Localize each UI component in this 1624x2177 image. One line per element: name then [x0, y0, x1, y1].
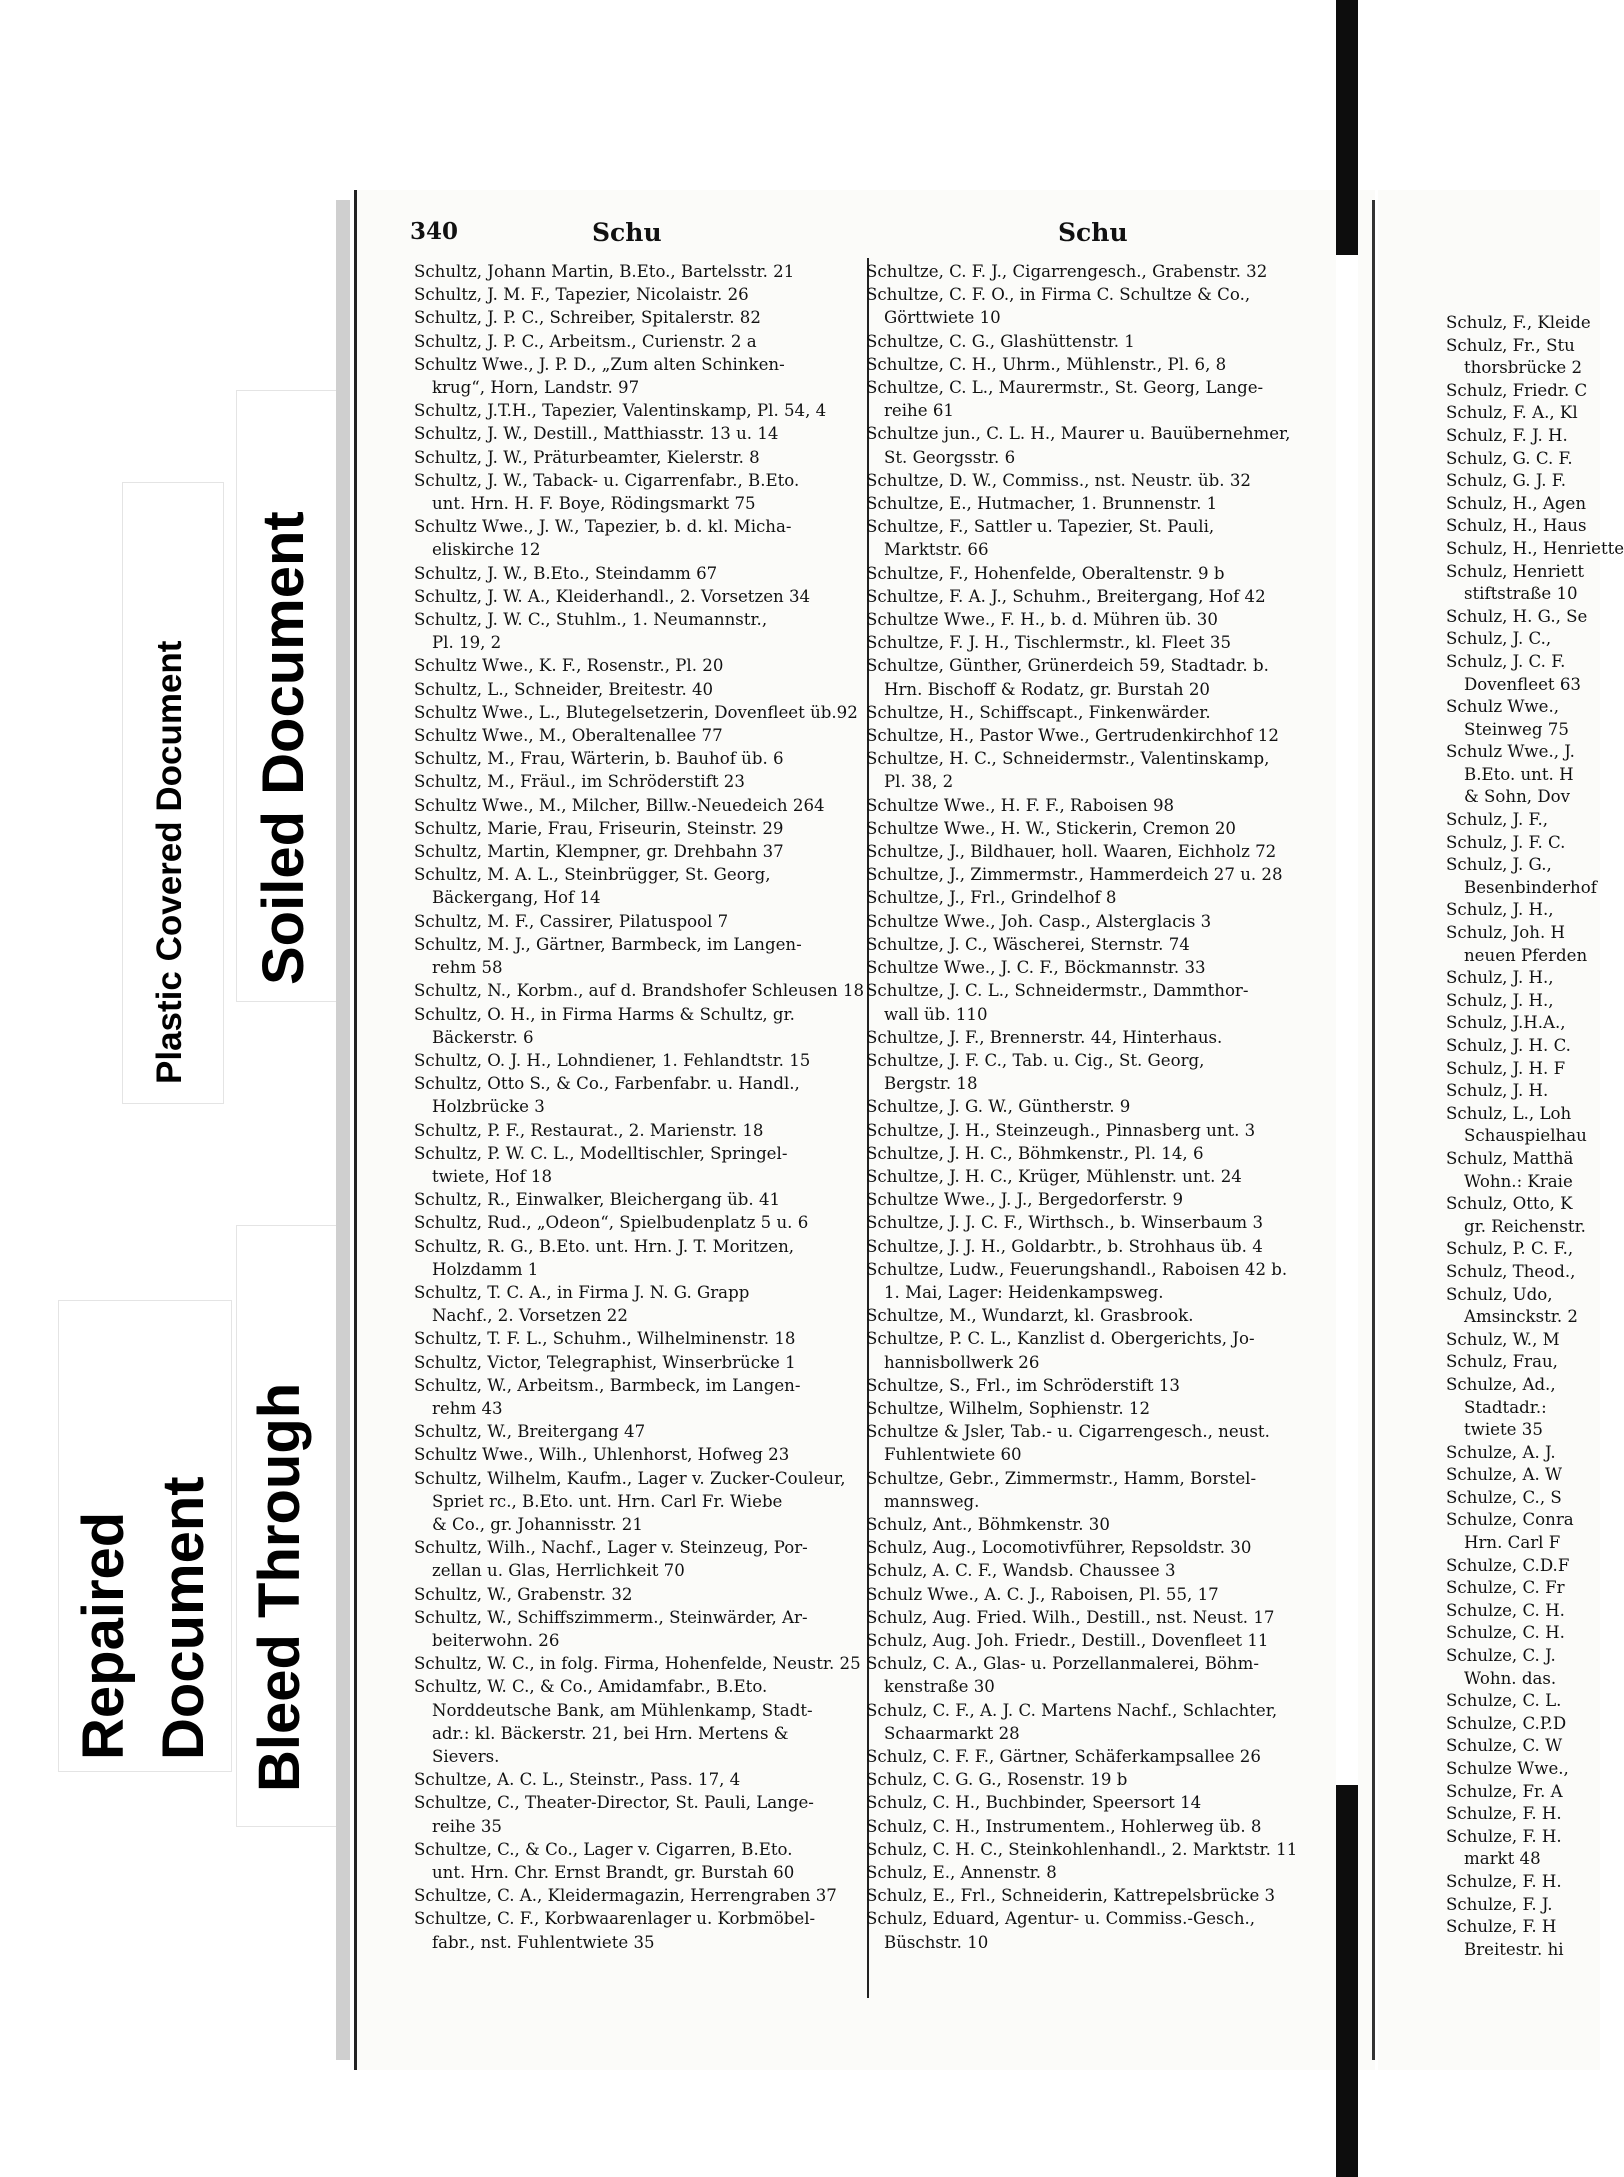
- directory-entry-line: Schulz Wwe.,: [1446, 697, 1559, 717]
- directory-entry-line: Schultz, Wilhelm, Kaufm., Lager v. Zucker-Couleur,: [414, 1468, 846, 1488]
- directory-entry-line: Schulz, C. A., Glas- u. Porzellanmalerei, Böhm-: [866, 1654, 1259, 1674]
- repaired-label-line2: Document: [151, 1476, 216, 1760]
- directory-entry-line: Schulz, Eduard, Agentur- u. Commiss.-Gesch.,: [866, 1909, 1256, 1929]
- directory-entry-line: fabr., nst. Fuhlentwiete 35: [432, 1932, 655, 1952]
- directory-entry-line: Schulze, C. H.: [1446, 1623, 1565, 1643]
- repaired-label-line1: Repaired: [71, 1511, 136, 1760]
- directory-entry-line: Schulz, J. H.,: [1446, 968, 1554, 988]
- directory-entry-line: Schulz, C. F. F., Gärtner, Schäferkampsallee 26: [866, 1747, 1261, 1766]
- directory-entry-line: & Co., gr. Johannisstr. 21: [432, 1514, 643, 1534]
- directory-entry-line: Schulz, F., Kleide: [1446, 313, 1591, 332]
- running-header-right: Schu: [1058, 218, 1128, 247]
- facing-page-column: [1446, 312, 1624, 1961]
- directory-entry-line: Schultz, J. W. A., Kleiderhandl., 2. Vorsetzen 34: [414, 586, 811, 606]
- directory-entry-line: Schulze, C.D.F: [1446, 1555, 1570, 1575]
- directory-entry-line: Schultz, J. W., B.Eto., Steindamm 67: [414, 563, 718, 583]
- directory-entry-line: Schultz, Martin, Klempner, gr. Drehbahn 37: [414, 842, 784, 862]
- directory-entry-line: Schultze, F. J. H., Tischlermstr., kl. Fleet 35: [866, 633, 1232, 653]
- directory-entry-line: Schultze, J., Bildhauer, holl. Waaren, Eichholz 72: [866, 842, 1277, 862]
- directory-entry-line: Schultze, Ludw., Feuerungshandl., Raboisen 42 b.: [866, 1259, 1288, 1279]
- directory-entry-line: eliskirche 12: [432, 540, 541, 560]
- directory-entry-line: Schulz, J. C. F.: [1446, 651, 1566, 671]
- directory-entry-line: Schultze, F., Sattler u. Tapezier, St. Pauli,: [866, 517, 1215, 537]
- directory-entry-line: Schultz, L., Schneider, Breitestr. 40: [414, 679, 714, 699]
- directory-entry-line: Schultze, F. A. J., Schuhm., Breitergang, Hof 42: [866, 586, 1266, 606]
- directory-entry-line: Schulz, H., Henriette: [1446, 538, 1624, 558]
- directory-entry-line: Schauspielhau: [1464, 1126, 1587, 1146]
- directory-entry-line: Schultz, Otto S., & Co., Farbenfabr. u. Handl.,: [414, 1074, 800, 1094]
- directory-entry-line: Schultze, M., Wundarzt, kl. Grasbrook.: [866, 1306, 1194, 1326]
- binding-gap: [1336, 255, 1358, 1785]
- page-edge-shadow: [336, 200, 350, 2060]
- directory-entry-line: gr. Reichenstr.: [1464, 1216, 1586, 1236]
- directory-entry-line: Schulze, A. W: [1446, 1465, 1563, 1485]
- directory-entry-line: twiete 35: [1464, 1420, 1543, 1440]
- plastic-covered-label: Plastic Covered Document: [150, 640, 189, 1084]
- directory-entry-line: & Sohn, Dov: [1464, 787, 1570, 807]
- directory-entry-line: St. Georgsstr. 6: [884, 447, 1016, 467]
- directory-entry-line: Bäckergang, Hof 14: [432, 888, 601, 908]
- directory-entry-line: Schulz, Joh. H: [1446, 923, 1565, 943]
- page-number: 340: [410, 218, 459, 245]
- directory-entry-line: stiftstraße 10: [1464, 584, 1578, 604]
- directory-entry-line: Schultze Wwe., H. F. F., Raboisen 98: [866, 795, 1175, 815]
- directory-entry-line: Schultz, Johann Martin, B.Eto., Bartelsstr. 21: [414, 262, 795, 281]
- directory-entry-line: Schultze, J. J. C. F., Wirthsch., b. Winserbaum 3: [866, 1213, 1263, 1233]
- directory-entry-line: Schultz, M. A. L., Steinbrügger, St. Georg,: [414, 865, 771, 885]
- directory-entry-line: Schultz, W. C., in folg. Firma, Hohenfelde, Neustr. 25: [414, 1654, 861, 1674]
- directory-entry-line: Schulz, Otto, K: [1446, 1194, 1573, 1214]
- directory-entry-line: Schultz, R. G., B.Eto. unt. Hrn. J. T. Moritzen,: [414, 1236, 795, 1256]
- directory-entry-line: Schulz, Fr., Stu: [1446, 335, 1575, 355]
- directory-entry-line: Schultze Wwe., F. H., b. d. Mühren üb. 30: [866, 610, 1218, 630]
- directory-entry-line: Schultz, O. J. H., Lohndiener, 1. Fehlandtstr. 15: [414, 1050, 811, 1070]
- directory-entry-line: Schultze, H., Pastor Wwe., Gertrudenkirchhof 12: [866, 726, 1279, 746]
- directory-entry-line: Schultz, J. W., Taback- u. Cigarrenfabr., B.Eto.: [414, 470, 800, 490]
- directory-entry-line: Schultze, C. G., Glashüttenstr. 1: [866, 331, 1135, 351]
- directory-entry-line: Schultz, W., Schiffszimmerm., Steinwärder, Ar-: [414, 1607, 808, 1627]
- directory-entry-line: Spriet rc., B.Eto. unt. Hrn. Carl Fr. Wiebe: [432, 1491, 783, 1511]
- directory-entry-line: Bergstr. 18: [884, 1074, 978, 1094]
- directory-entry-line: Schulze, F. J.: [1446, 1894, 1553, 1914]
- directory-entry-line: Schulz, F. J. H.: [1446, 425, 1568, 445]
- directory-entry-line: Schultz, Victor, Telegraphist, Winserbrücke 1: [414, 1352, 796, 1372]
- directory-entry-line: Schulz, J. F.,: [1446, 810, 1549, 830]
- directory-entry-line: Norddeutsche Bank, am Mühlenkamp, Stadt-: [432, 1700, 813, 1720]
- directory-entry-line: reihe 61: [884, 401, 954, 421]
- directory-entry-line: Schultz Wwe., J. P. D., „Zum alten Schinken-: [414, 354, 785, 374]
- directory-entry-line: twiete, Hof 18: [432, 1166, 553, 1186]
- directory-entry-line: Schultze & Jsler, Tab.- u. Cigarrengesch., neust.: [866, 1422, 1270, 1442]
- directory-entry-line: Schulze, F. H.: [1446, 1826, 1562, 1846]
- middle-column: [866, 260, 1318, 1954]
- directory-entry-line: Schultze, J. H., Steinzeugh., Pinnasberg unt. 3: [866, 1120, 1256, 1140]
- directory-entry-line: Schulze, F. H: [1446, 1917, 1557, 1937]
- directory-entry-line: Schultze, J. C., Wäscherei, Sternstr. 74: [866, 934, 1190, 954]
- directory-entry-line: Schultz Wwe., L., Blutegelsetzerin, Dovenfleet üb.92: [414, 702, 858, 722]
- directory-entry-line: Schulz, Theod.,: [1446, 1261, 1576, 1281]
- directory-entry-line: zellan u. Glas, Herrlichkeit 70: [432, 1561, 685, 1581]
- directory-entry-line: Schulz, J. G.,: [1446, 855, 1552, 875]
- directory-entry-line: Schultz Wwe., Wilh., Uhlenhorst, Hofweg 23: [414, 1445, 790, 1465]
- bleed-through-label: Bleed Through: [247, 1382, 312, 1792]
- directory-entry-line: Schultz, M. F., Cassirer, Pilatuspool 7: [414, 911, 729, 931]
- directory-entry-line: Holzdamm 1: [432, 1259, 539, 1279]
- directory-entry-line: Schulze, C. W: [1446, 1736, 1563, 1756]
- directory-entry-line: thorsbrücke 2: [1464, 358, 1583, 378]
- directory-entry-line: Schulz, Udo,: [1446, 1284, 1553, 1304]
- directory-entry-line: Schulze, Fr. A: [1446, 1781, 1563, 1801]
- directory-entry-line: adr.: kl. Bäckerstr. 21, bei Hrn. Mertens &: [432, 1723, 789, 1743]
- directory-entry-line: Schultze Wwe., J. J., Bergedorferstr. 9: [866, 1190, 1184, 1210]
- directory-entry-line: Schultze, D. W., Commiss., nst. Neustr. üb. 32: [866, 470, 1251, 490]
- directory-entry-line: Schulz, Aug. Fried. Wilh., Destill., nst. Neust. 17: [866, 1607, 1275, 1627]
- directory-entry-line: rehm 43: [432, 1398, 503, 1418]
- directory-entry-line: Schultze, J. H. C., Krüger, Mühlenstr. unt. 24: [866, 1166, 1242, 1186]
- directory-entry-line: Schulz, A. C. F., Wandsb. Chaussee 3: [866, 1561, 1176, 1581]
- directory-entry-line: Schultz Wwe., M., Milcher, Billw.-Neuedeich 264: [414, 795, 825, 815]
- directory-entry-line: Schulz, H., Agen: [1446, 493, 1587, 513]
- directory-entry-line: Schulz, F. A., Kl: [1446, 403, 1578, 423]
- directory-entry-line: Schultz, Marie, Frau, Friseurin, Steinstr. 29: [414, 818, 784, 838]
- directory-entry-line: Schultz Wwe., M., Oberaltenallee 77: [414, 726, 723, 746]
- directory-entry-line: Schulz, H. G., Se: [1446, 606, 1588, 626]
- directory-entry-line: unt. Hrn. H. F. Boye, Rödingsmarkt 75: [432, 494, 756, 514]
- directory-entry-line: Schultze, C. H., Uhrm., Mühlenstr., Pl. 6, 8: [866, 354, 1227, 374]
- directory-entry-line: 1. Mai, Lager: Heidenkampsweg.: [884, 1282, 1164, 1302]
- soiled-label: Soiled Document: [251, 511, 316, 985]
- directory-entry-line: Schultze, F., Hohenfelde, Oberaltenstr. 9 b: [866, 563, 1225, 583]
- directory-entry-line: Schulz, C. F., A. J. C. Martens Nachf., Schlachter,: [866, 1700, 1278, 1720]
- directory-entry-line: Schultze, A. C. L., Steinstr., Pass. 17, 4: [414, 1770, 741, 1790]
- directory-entry-line: Schulz, C. G. G., Rosenstr. 19 b: [866, 1770, 1128, 1790]
- directory-entry-line: Schulze Wwe.,: [1446, 1759, 1569, 1778]
- directory-entry-line: Schulz, J. C.,: [1446, 629, 1552, 649]
- directory-entry-line: Schultz, N., Korbm., auf d. Brandshofer Schleusen 18: [414, 981, 865, 1001]
- directory-entry-line: Schulz Wwe., A. C. J., Raboisen, Pl. 55, 17: [866, 1584, 1219, 1604]
- directory-entry-line: Wohn. das.: [1464, 1668, 1557, 1688]
- directory-entry-line: hannisbollwerk 26: [884, 1352, 1040, 1372]
- directory-entry-line: Schultz, M., Frau, Wärterin, b. Bauhof üb. 6: [414, 749, 784, 769]
- directory-entry-line: Amsinckstr. 2: [1464, 1307, 1578, 1327]
- directory-entry-line: Schultze, J., Frl., Grindelhof 8: [866, 888, 1117, 908]
- directory-entry-line: Schultze, Günther, Grünerdeich 59, Stadtadr. b.: [866, 656, 1269, 676]
- directory-entry-line: Schulz, E., Frl., Schneiderin, Kattrepelsbrücke 3: [866, 1886, 1276, 1906]
- directory-entry-line: Wohn.: Kraie: [1464, 1171, 1573, 1191]
- directory-entry-line: Büschstr. 10: [884, 1932, 989, 1952]
- directory-entry-line: Schulz, H., Haus: [1446, 516, 1587, 536]
- directory-entry-line: Schulz, Aug. Joh. Friedr., Destill., Dovenfleet 11: [866, 1630, 1269, 1650]
- directory-entry-line: Schultz, O. H., in Firma Harms & Schultz, gr.: [414, 1004, 795, 1024]
- directory-entry-line: Schultz, T. C. A., in Firma J. N. G. Grapp: [414, 1282, 750, 1302]
- directory-entry-line: Schultze Wwe., J. C. F., Böckmannstr. 33: [866, 958, 1206, 978]
- directory-entry-line: Schulze, Ad.,: [1446, 1374, 1556, 1394]
- directory-entry-line: Schultze, C. L., Maurermstr., St. Georg, Lange-: [866, 378, 1264, 398]
- directory-entry-line: Schulze, C. J.: [1446, 1646, 1556, 1666]
- directory-entry-line: Schultze, C. F. J., Cigarrengesch., Grabenstr. 32: [866, 262, 1268, 281]
- directory-entry-line: Schultz, W., Breitergang 47: [414, 1422, 646, 1442]
- directory-entry-line: Hrn. Carl F: [1464, 1533, 1561, 1553]
- directory-entry-line: Fuhlentwiete 60: [884, 1445, 1022, 1465]
- directory-entry-line: Schultz, W., Arbeitsm., Barmbeck, im Langen-: [414, 1375, 801, 1395]
- directory-entry-line: Steinweg 75: [1464, 719, 1569, 739]
- directory-entry-line: unt. Hrn. Chr. Ernst Brandt, gr. Burstah 60: [432, 1863, 795, 1883]
- directory-entry-line: Schulze, C. Fr: [1446, 1578, 1565, 1598]
- directory-entry-line: markt 48: [1464, 1849, 1541, 1869]
- directory-entry-line: Schultze, J. G. W., Güntherstr. 9: [866, 1097, 1131, 1117]
- directory-entry-line: Schultze, S., Frl., im Schröderstift 13: [866, 1375, 1180, 1395]
- directory-entry-line: Schultze, H., Schiffscapt., Finkenwärder.: [866, 702, 1211, 722]
- directory-entry-line: Schulze, A. J.: [1446, 1442, 1556, 1462]
- directory-entry-line: B.Eto. unt. H: [1464, 764, 1574, 784]
- directory-entry-line: Schultze, C., Theater-Director, St. Pauli, Lange-: [414, 1793, 814, 1813]
- directory-entry-line: Schultze, J. C. L., Schneidermstr., Dammthor-: [866, 981, 1249, 1001]
- directory-entry-line: Schulz, W., M: [1446, 1329, 1560, 1349]
- directory-entry-line: Schultz, Wilh., Nachf., Lager v. Steinzeug, Por-: [414, 1538, 808, 1558]
- directory-entry-line: reihe 35: [432, 1816, 502, 1836]
- directory-entry-line: Schultz, J. P. C., Arbeitsm., Curienstr. 2 a: [414, 331, 757, 351]
- directory-entry-line: Schultze, C. F. O., in Firma C. Schultze & Co.,: [866, 285, 1251, 305]
- directory-entry-line: Schultz, M., Fräul., im Schröderstift 23: [414, 772, 745, 792]
- directory-entry-line: Schultz, R., Einwalker, Bleichergang üb. 41: [414, 1190, 781, 1210]
- directory-entry-line: Schulze, Conra: [1446, 1510, 1574, 1530]
- directory-entry-line: rehm 58: [432, 958, 503, 978]
- directory-entry-line: Schulz Wwe., J.: [1446, 742, 1575, 762]
- directory-entry-line: Holzbrücke 3: [432, 1097, 545, 1117]
- directory-entry-line: Schulze, C., S: [1446, 1487, 1562, 1507]
- directory-entry-line: Schulze, F. H.: [1446, 1804, 1562, 1824]
- directory-entry-line: Schultz, T. F. L., Schuhm., Wilhelminenstr. 18: [414, 1329, 796, 1349]
- directory-entry-line: Schultz, M. J., Gärtner, Barmbeck, im Langen-: [414, 934, 802, 954]
- directory-entry-line: neuen Pferden: [1464, 945, 1588, 965]
- directory-entry-line: krug“, Horn, Landstr. 97: [432, 378, 640, 398]
- directory-entry-line: Schultze Wwe., Joh. Casp., Alsterglacis 3: [866, 911, 1212, 931]
- directory-entry-line: Schultz, J.T.H., Tapezier, Valentinskamp, Pl. 54, 4: [414, 401, 827, 421]
- directory-entry-line: Schultze, Gebr., Zimmermstr., Hamm, Borstel-: [866, 1468, 1257, 1488]
- directory-entry-line: Schulze, C. H.: [1446, 1600, 1565, 1620]
- directory-entry-line: Schulz, Friedr. C: [1446, 380, 1588, 400]
- directory-entry-line: Schulz, Henriett: [1446, 561, 1585, 581]
- directory-entry-line: Schulz, J. H.,: [1446, 900, 1554, 920]
- directory-entry-line: Schulz, E., Annenstr. 8: [866, 1863, 1057, 1883]
- directory-entry-line: Schultze, E., Hutmacher, 1. Brunnenstr. 1: [866, 494, 1218, 514]
- directory-entry-line: Schulz, L., Loh: [1446, 1103, 1572, 1123]
- directory-entry-line: Schultze, C. A., Kleidermagazin, Herrengraben 37: [414, 1886, 837, 1906]
- directory-entry-line: Schulze, C. L.: [1446, 1691, 1562, 1711]
- directory-entry-line: Schultze, Wilhelm, Sophienstr. 12: [866, 1398, 1151, 1418]
- gutter-line: [1372, 200, 1375, 2060]
- directory-entry-line: Schulz, P. C. F.,: [1446, 1239, 1574, 1259]
- directory-entry-line: Schulz, J.H.A.,: [1446, 1013, 1566, 1033]
- directory-entry-line: Hrn. Bischoff & Rodatz, gr. Burstah 20: [884, 679, 1210, 699]
- directory-entry-line: Schulz, Matthä: [1446, 1148, 1574, 1168]
- directory-entry-line: Schulz, G. C. F.: [1446, 448, 1573, 468]
- directory-entry-line: Sievers.: [432, 1747, 500, 1766]
- directory-entry-line: Schultze, J. F., Brennerstr. 44, Hinterhaus.: [866, 1027, 1223, 1047]
- left-column: [414, 260, 864, 1954]
- directory-entry-line: Schulze, C.P.D: [1446, 1713, 1567, 1733]
- directory-entry-line: Schultze, C., & Co., Lager v. Cigarren, B.Eto.: [414, 1839, 793, 1859]
- running-header-left: Schu: [592, 218, 662, 247]
- directory-entry-line: Schulz, C. H. C., Steinkohlenhandl., 2. Marktstr. 11: [866, 1839, 1298, 1859]
- directory-entry-line: Schultze, J. H. C., Böhmkenstr., Pl. 14, 6: [866, 1143, 1204, 1163]
- directory-entry-line: Schultz, J. M. F., Tapezier, Nicolaistr. 26: [414, 285, 749, 305]
- directory-entry-line: Schulz, J. H.,: [1446, 990, 1554, 1010]
- directory-entry-line: Schultze, J., Zimmermstr., Hammerdeich 27 u. 28: [866, 865, 1283, 885]
- directory-entry-line: Breitestr. hi: [1464, 1939, 1564, 1959]
- directory-entry-line: mannsweg.: [884, 1491, 980, 1511]
- directory-entry-line: Schulze, F. H.: [1446, 1871, 1562, 1891]
- directory-entry-line: Schulz, Ant., Böhmkenstr. 30: [866, 1514, 1110, 1534]
- directory-entry-line: Görttwiete 10: [884, 308, 1001, 328]
- directory-entry-line: Schultze, H. C., Schneidermstr., Valentinskamp,: [866, 749, 1270, 769]
- directory-entry-line: Schultz, J. W., Präturbeamter, Kielerstr. 8: [414, 447, 760, 467]
- directory-entry-line: Marktstr. 66: [884, 540, 989, 560]
- directory-entry-line: Schultz Wwe., J. W., Tapezier, b. d. kl. Micha-: [414, 517, 792, 537]
- directory-entry-line: wall üb. 110: [884, 1004, 988, 1024]
- directory-entry-line: Schultz, J. W. C., Stuhlm., 1. Neumannstr.,: [414, 610, 768, 630]
- directory-entry-line: Schulz, J. H. C.: [1446, 1036, 1571, 1055]
- directory-entry-line: Schultz, P. F., Restaurat., 2. Marienstr. 18: [414, 1120, 764, 1140]
- directory-entry-line: Schulz, Aug., Locomotivführer, Repsoldstr. 30: [866, 1538, 1252, 1558]
- directory-entry-line: Schultz, J. W., Destill., Matthiasstr. 13 u. 14: [414, 424, 779, 444]
- directory-entry-line: Schultze, P. C. L., Kanzlist d. Obergerichts, Jo-: [866, 1329, 1255, 1349]
- directory-entry-line: Schultze, J. F. C., Tab. u. Cig., St. Georg,: [866, 1050, 1205, 1070]
- directory-entry-line: Pl. 38, 2: [884, 772, 954, 792]
- directory-entry-line: Schultz, Rud., „Odeon“, Spielbudenplatz 5 u. 6: [414, 1213, 809, 1233]
- directory-entry-line: Schulz, Frau,: [1446, 1352, 1558, 1372]
- directory-entry-line: Schulz, J. F. C.: [1446, 832, 1566, 852]
- directory-entry-line: Stadtadr.:: [1464, 1397, 1547, 1417]
- directory-entry-line: Schultze Wwe., H. W., Stickerin, Cremon 20: [866, 818, 1236, 838]
- directory-entry-line: Schultz, W. C., & Co., Amidamfabr., B.Eto.: [414, 1677, 768, 1697]
- directory-entry-line: Schultze jun., C. L. H., Maurer u. Bauübernehmer,: [866, 424, 1291, 444]
- directory-entry-line: Pl. 19, 2: [432, 633, 502, 653]
- directory-entry-line: Schulz, J. H. F: [1446, 1058, 1566, 1078]
- directory-entry-line: beiterwohn. 26: [432, 1630, 560, 1650]
- directory-entry-line: Schulz, C. H., Buchbinder, Speersort 14: [866, 1793, 1202, 1813]
- directory-entry-line: Schultz Wwe., K. F., Rosenstr., Pl. 20: [414, 656, 724, 676]
- directory-entry-line: Bäckerstr. 6: [432, 1027, 534, 1047]
- directory-entry-line: Schulz, G. J. F.: [1446, 471, 1566, 491]
- directory-entry-line: Schultz, P. W. C. L., Modelltischler, Springel-: [414, 1143, 788, 1163]
- directory-entry-line: Schultze, C. F., Korbwaarenlager u. Korbmöbel-: [414, 1909, 816, 1929]
- directory-entry-line: Besenbinderhof: [1464, 877, 1597, 897]
- directory-entry-line: Schaarmarkt 28: [884, 1723, 1020, 1743]
- directory-entry-line: Schultz, W., Grabenstr. 32: [414, 1584, 633, 1604]
- directory-entry-line: Schultz, J. P. C., Schreiber, Spitalerstr. 82: [414, 308, 761, 328]
- directory-entry-line: Nachf., 2. Vorsetzen 22: [432, 1306, 628, 1326]
- directory-entry-line: kenstraße 30: [884, 1677, 995, 1697]
- directory-entry-line: Schulz, C. H., Instrumentem., Hohlerweg üb. 8: [866, 1816, 1262, 1836]
- directory-entry-line: Schulz, J. H.: [1446, 1081, 1549, 1101]
- directory-entry-line: Dovenfleet 63: [1464, 674, 1581, 694]
- directory-entry-line: Schultze, J. J. H., Goldarbtr., b. Strohhaus üb. 4: [866, 1236, 1263, 1256]
